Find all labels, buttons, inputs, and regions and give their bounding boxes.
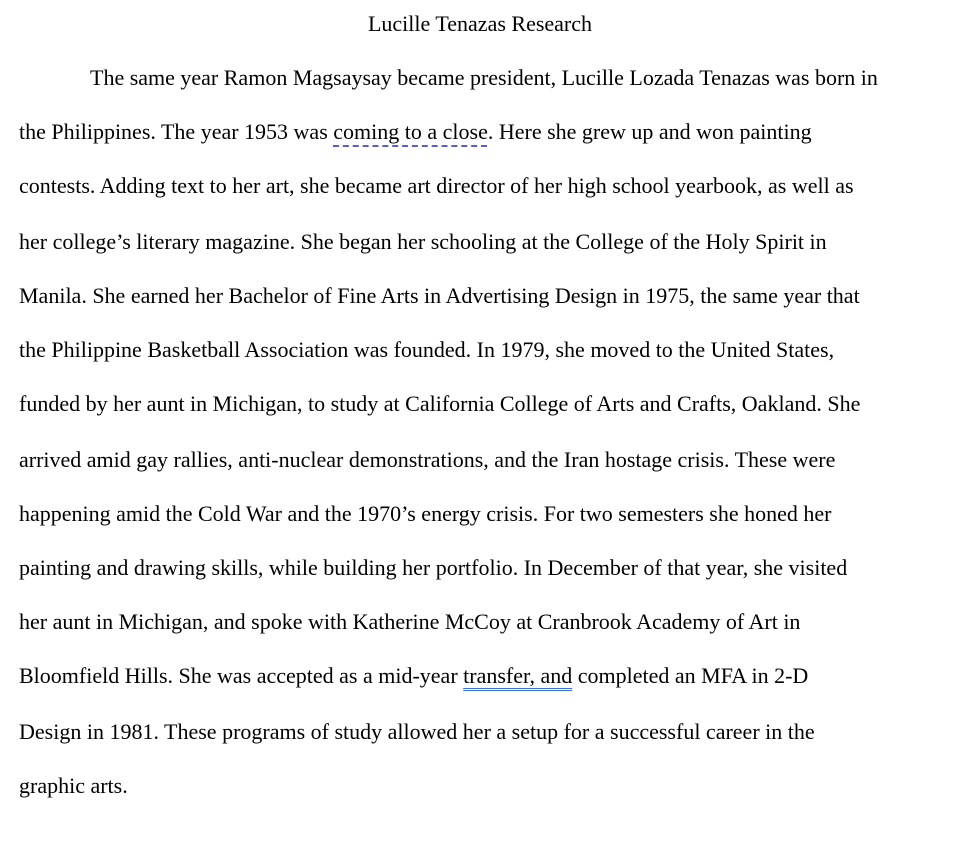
grammar-suggestion-underline[interactable]: transfer, and [463,663,573,688]
line-text: Bloomfield Hills. She was accepted as a mid-year [19,663,464,688]
paragraph-line [19,772,128,800]
line-text: the Philippine Basketball Association was founded. In 1979, she moved to the United States, [19,337,835,362]
paragraph-line [19,228,827,256]
line-text: Manila. She earned her Bachelor of Fine Arts in Advertising Design in 1975, the same year that [19,283,860,308]
line-text: completed an MFA in 2-D [572,663,809,688]
line-text: funded by her aunt in Michigan, to study at California College of Arts and Crafts, Oakland. She [19,391,861,416]
paragraph-line [19,662,808,690]
paragraph-line [19,282,860,310]
style-suggestion-underline[interactable]: coming to a close [333,119,488,144]
line-text: her aunt in Michigan, and spoke with Katherine McCoy at Cranbrook Academy of Art in [19,609,801,634]
line-text: . Here she grew up and won painting [487,119,812,144]
line-text: graphic arts. [19,773,128,798]
line-text: The same year Ramon Magsaysay became president, Lucille Lozada Tenazas was born in [90,65,878,90]
paragraph-line [19,390,860,418]
line-text: Design in 1981. These programs of study allowed her a setup for a successful career in the [19,719,815,744]
paragraph-line [19,500,831,528]
line-text: contests. Adding text to her art, she became art director of her high school yearbook, as well as [19,173,854,198]
line-text: painting and drawing skills, while building her portfolio. In December of that year, she visited [19,555,848,580]
paragraph-line [19,718,815,746]
line-text: arrived amid gay rallies, anti-nuclear demonstrations, and the Iran hostage crisis. These were [19,447,836,472]
paragraph-line [90,64,878,92]
document-title: Lucille Tenazas Research [367,11,593,36]
paragraph-line [19,172,854,200]
paragraph-line [19,554,847,582]
paragraph-line [19,118,812,146]
line-text: her college’s literary magazine. She began her schooling at the College of the Holy Spirit in [19,229,827,254]
paragraph-line [19,446,835,474]
line-text: the Philippines. The year 1953 was [19,119,334,144]
paragraph-line [19,336,834,364]
paragraph-line [19,608,800,636]
line-text: happening amid the Cold War and the 1970’s energy crisis. For two semesters she honed her [19,501,832,526]
